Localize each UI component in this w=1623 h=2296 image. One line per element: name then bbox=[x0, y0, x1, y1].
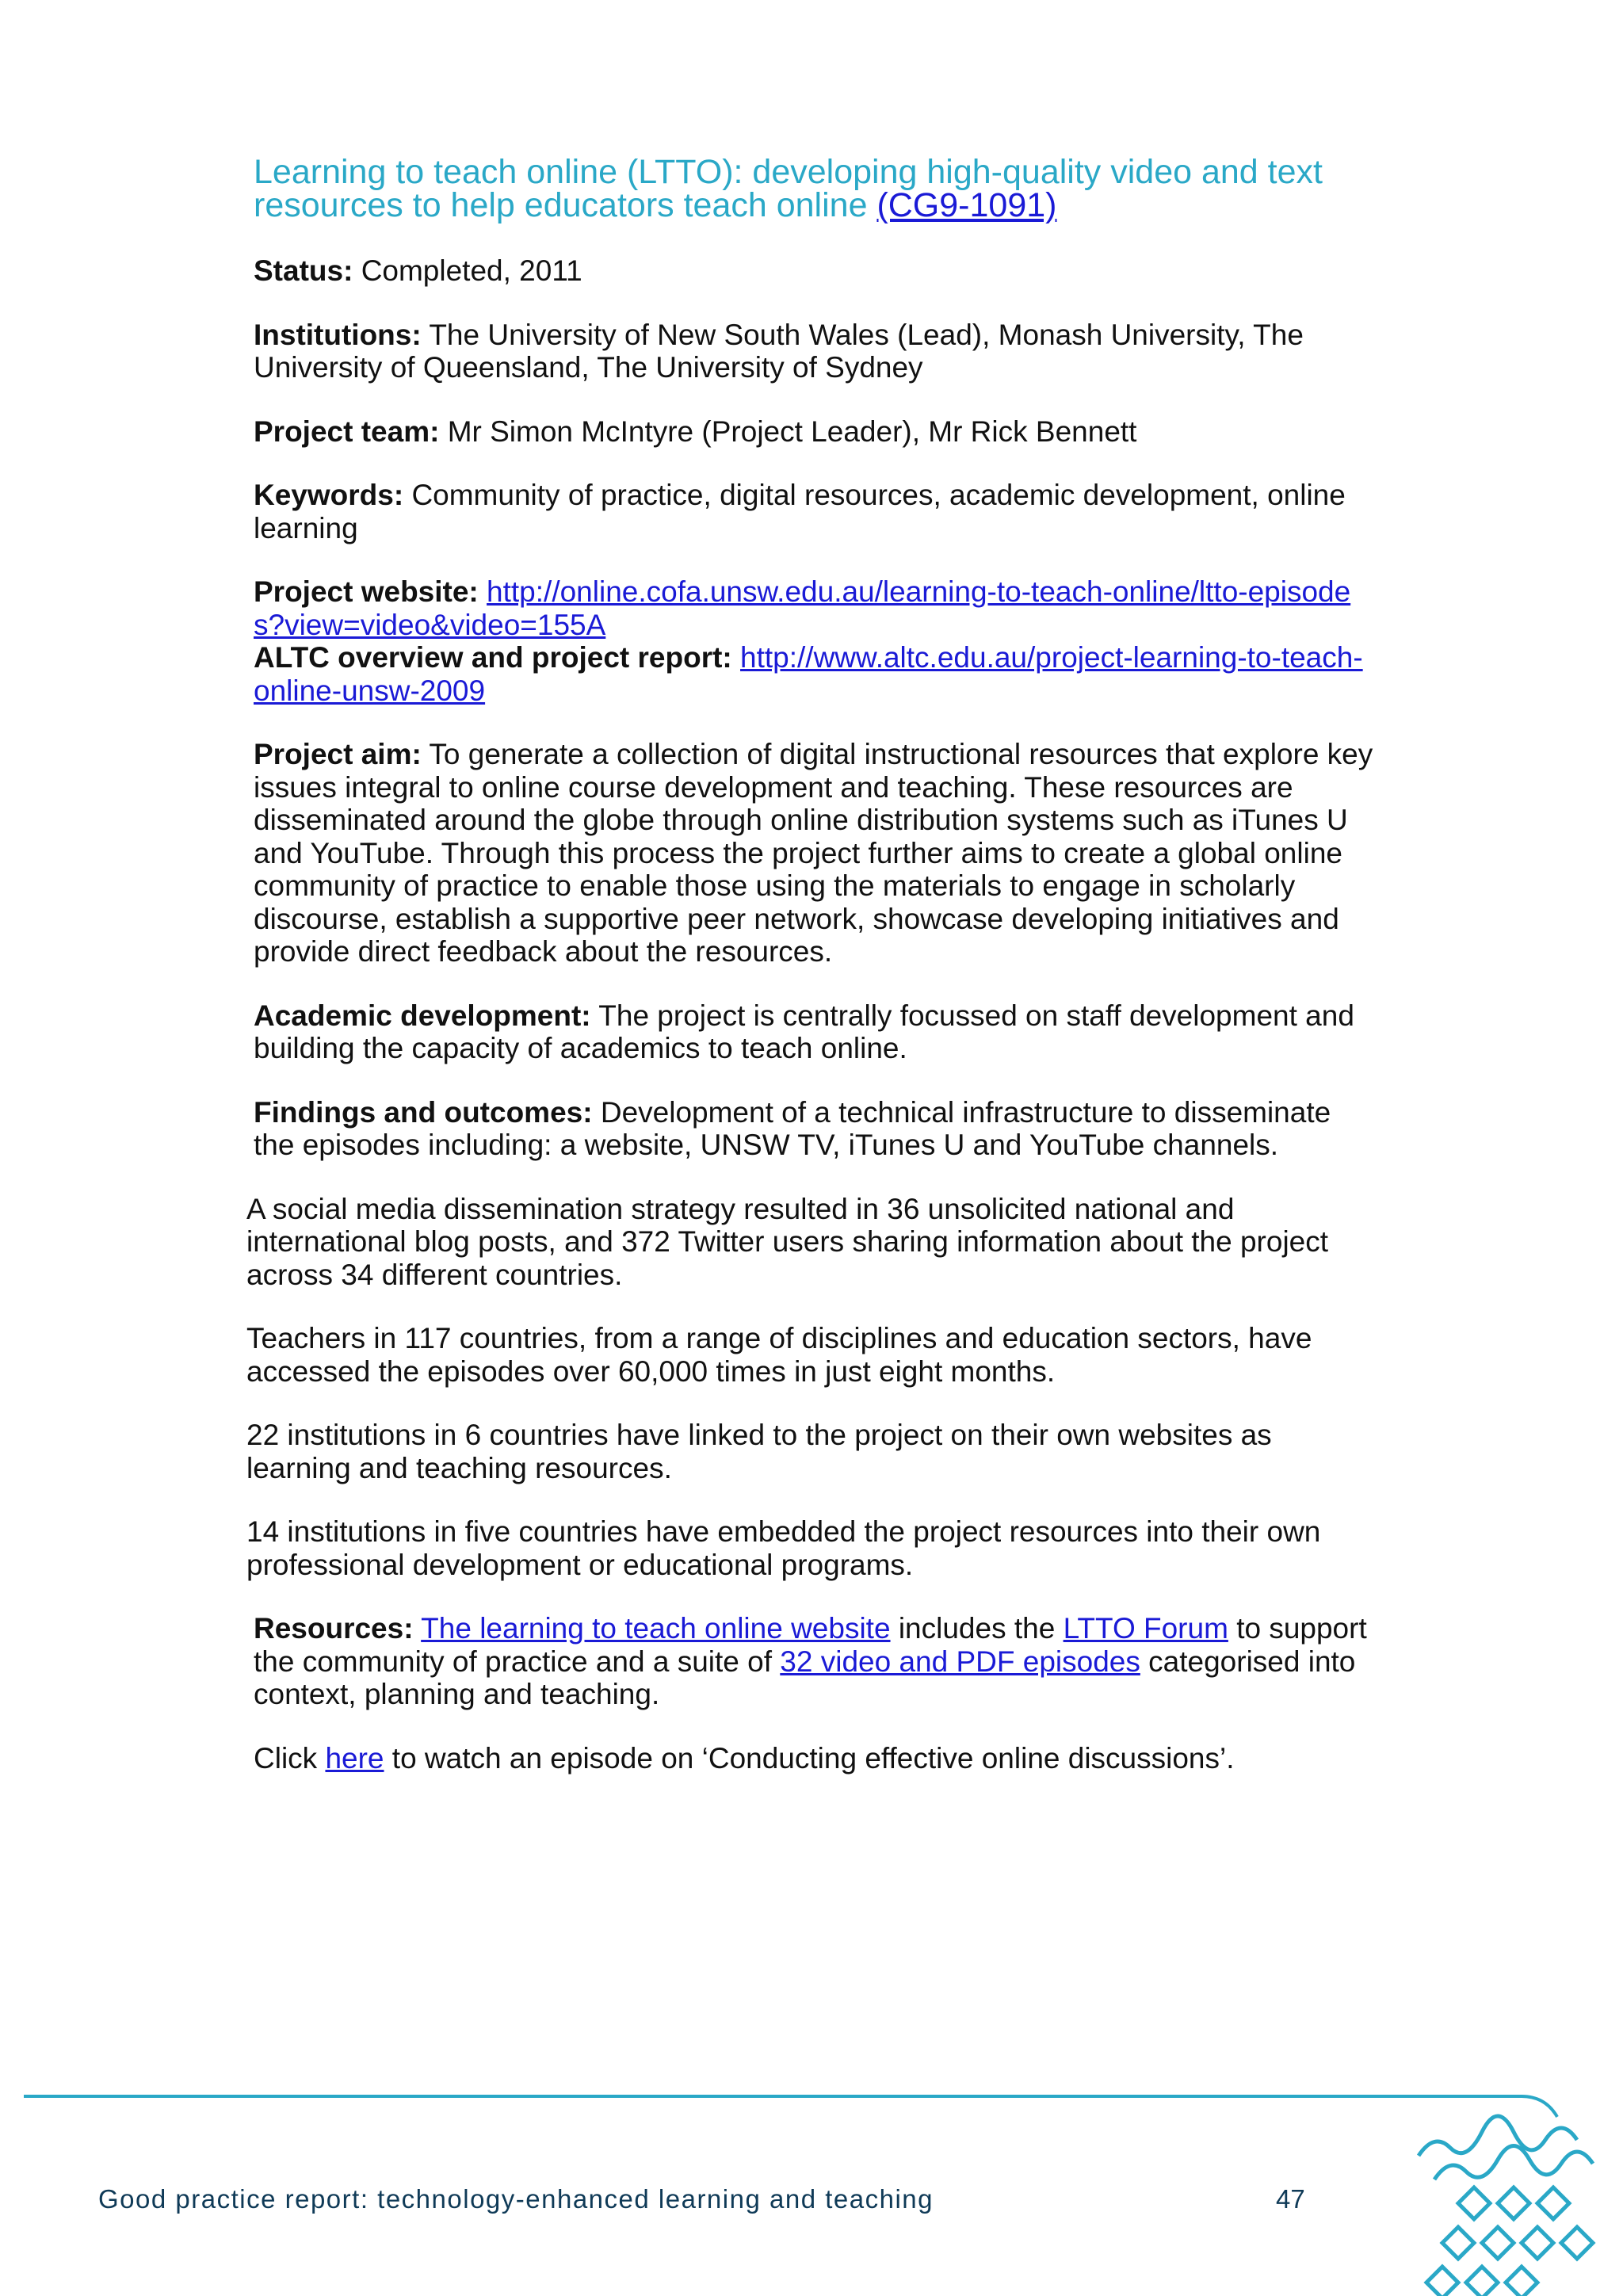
outcome-paragraph: Teachers in 117 countries, from a range of disciplines and education sectors, have accessed the episodes over 60,000 times in just eight months. bbox=[246, 1322, 1312, 1388]
outcome-paragraph: 22 institutions in 6 countries have linked to the project on their own websites as learning and teaching resources. bbox=[246, 1419, 1272, 1484]
institutions-line bbox=[254, 319, 1379, 384]
here-link[interactable]: here bbox=[325, 1741, 384, 1775]
team-line bbox=[254, 415, 1379, 449]
episodes-link[interactable]: 32 video and PDF episodes bbox=[780, 1645, 1140, 1678]
project-code-link[interactable]: (CG9-1091) bbox=[876, 186, 1057, 224]
resources-paragraph bbox=[254, 1612, 1379, 1711]
status-value: Completed, 2011 bbox=[361, 254, 582, 287]
title-text: Learning to teach online (LTTO): developing high-quality video and text resources to help educators teach online bbox=[254, 153, 1323, 224]
resources-text: includes the bbox=[898, 1612, 1056, 1645]
academic-label: Academic development: bbox=[254, 999, 591, 1032]
brand-wave-logo-icon bbox=[1411, 2084, 1623, 2296]
ltto-website-link[interactable]: The learning to teach online website bbox=[421, 1612, 891, 1645]
academic-paragraph bbox=[254, 999, 1379, 1065]
page-title bbox=[254, 155, 1379, 222]
footer-title: Good practice report: technology-enhanced learning and teaching bbox=[98, 2184, 934, 2214]
keywords-line bbox=[254, 479, 1379, 544]
keywords-label: Keywords: bbox=[254, 479, 404, 511]
footer-divider bbox=[24, 2093, 1577, 2125]
click-paragraph bbox=[254, 1742, 1379, 1775]
keywords-value: Community of practice, digital resources, academic development, online learning bbox=[254, 479, 1346, 544]
altc-line bbox=[254, 641, 1379, 707]
institutions-label: Institutions: bbox=[254, 318, 422, 351]
website-label: Project website: bbox=[254, 575, 479, 608]
institutions-value: The University of New South Wales (Lead), Monash University, The University of Queensland, The University of Sydney bbox=[254, 318, 1304, 384]
status-label: Status: bbox=[254, 254, 353, 287]
click-pre: Click bbox=[254, 1741, 318, 1775]
aim-value: To generate a collection of digital instructional resources that explore key issues integral to online course development and teaching. These resources are disseminated around the globe through online distribution systems such as iTunes U and YouTube. Through this process the project further aims to create a global online community of practice to enable those using the materials to engage in scholarly discourse, establish a supportive peer network, showcase developing initiatives and provide direct feedback about the resources. bbox=[254, 738, 1373, 968]
ltto-forum-link[interactable]: LTTO Forum bbox=[1063, 1612, 1228, 1645]
team-value: Mr Simon McIntyre (Project Leader), Mr Rick Bennett bbox=[447, 415, 1137, 448]
outcome-paragraph: A social media dissemination strategy resulted in 36 unsolicited national and international blog posts, and 372 Twitter users sharing information about the project across 34 different countries. bbox=[246, 1192, 1329, 1291]
findings-paragraph bbox=[254, 1096, 1379, 1162]
team-label: Project team: bbox=[254, 415, 440, 448]
academic-value: The project is centrally focussed on staff development and building the capacity of academics to teach online. bbox=[254, 999, 1354, 1064]
resources-text: categorised into context, planning and teaching. bbox=[254, 1645, 1356, 1710]
findings-value: Development of a technical infrastructure to disseminate the episodes including: a website, UNSW TV, iTunes U and YouTube channels. bbox=[254, 1095, 1331, 1161]
page-number: 47 bbox=[1276, 2184, 1305, 2214]
resources-label: Resources: bbox=[254, 1612, 414, 1645]
status-line bbox=[254, 254, 1379, 288]
project-website-link[interactable]: http://online.cofa.unsw.edu.au/learning-to-teach-online/ltto-episodes?view=video&video=155A bbox=[254, 575, 1351, 641]
aim-label: Project aim: bbox=[254, 738, 422, 770]
resources-text: to support the community of practice and a suite of bbox=[254, 1612, 1367, 1678]
findings-label: Findings and outcomes: bbox=[254, 1095, 593, 1129]
main-content bbox=[246, 153, 1379, 1775]
website-line bbox=[254, 575, 1379, 641]
altc-label: ALTC overview and project report: bbox=[254, 641, 732, 674]
aim-paragraph bbox=[254, 738, 1379, 968]
altc-report-link[interactable]: http://www.altc.edu.au/project-learning-to-teach-online-unsw-2009 bbox=[254, 641, 1363, 707]
click-post: to watch an episode on ‘Conducting effective online discussions’. bbox=[391, 1741, 1235, 1775]
outcome-paragraph: 14 institutions in five countries have embedded the project resources into their own professional development or educational programs. bbox=[246, 1515, 1321, 1581]
